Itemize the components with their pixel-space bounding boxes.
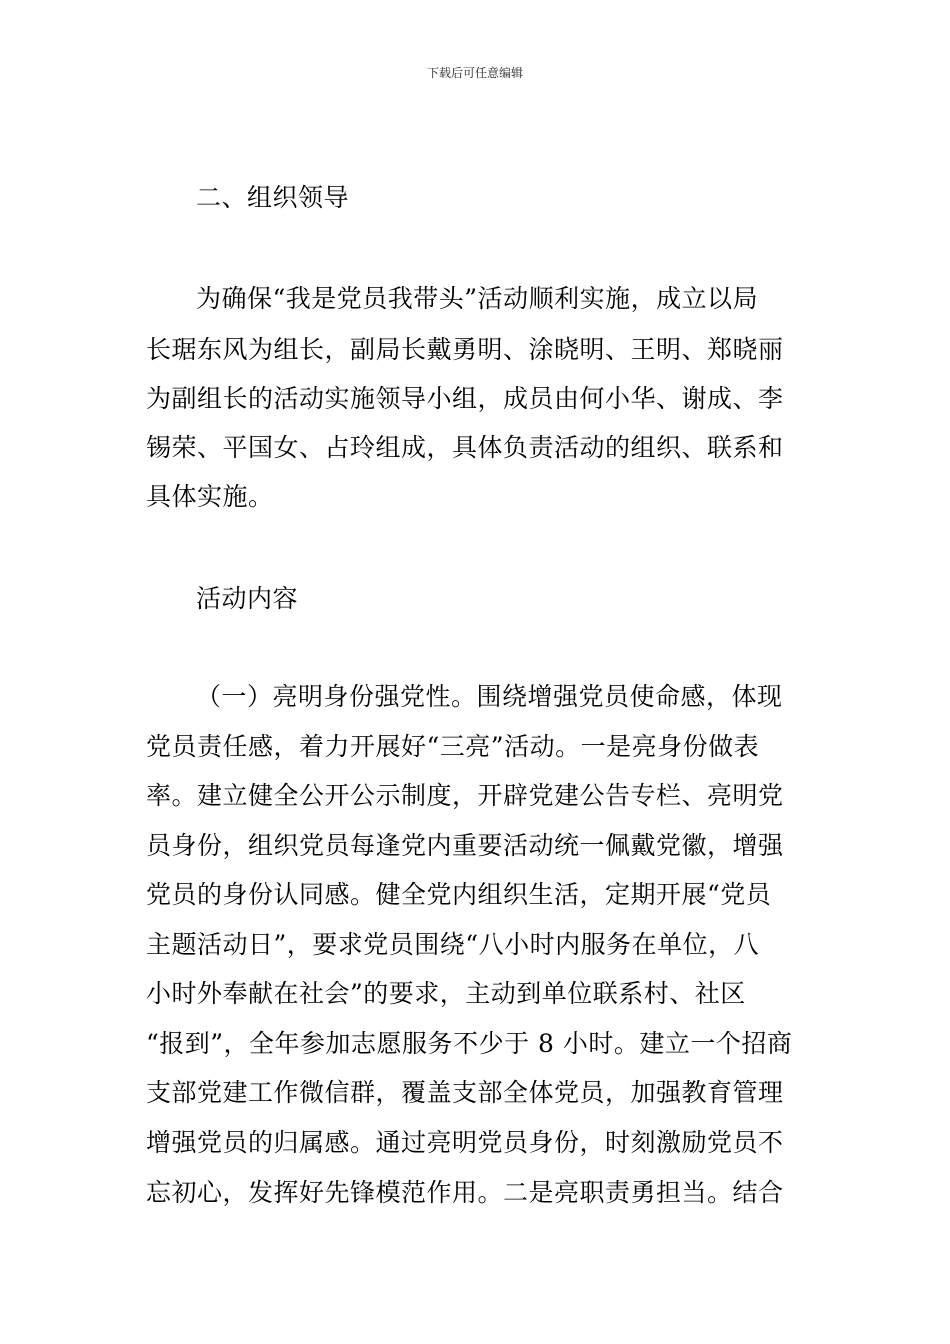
paragraph-line: （一）亮明身份强党性。围绕增强党员使命感，体现 xyxy=(196,682,783,711)
paragraph-line: “报到”，全年参加志愿服务不少于 8 小时。建立一个招商 xyxy=(146,1029,793,1058)
paragraph-line: 员身份，组织党员每逢党内重要活动统一佩戴党徽，增强 xyxy=(146,831,784,860)
paragraph-line: 为副组长的活动实施领导小组，成员由何小华、谢成、李 xyxy=(146,384,784,413)
paragraph-line: 小时外奉献在社会”的要求，主动到单位联系村、社区 xyxy=(146,979,746,1008)
page-header: 下载后可任意编辑 xyxy=(426,66,523,80)
paragraph-line: 支部党建工作微信群，覆盖支部全体党员，加强教育管理 xyxy=(146,1078,784,1107)
paragraph-line: 率。建立健全公开公示制度，开辟党建公告专栏、亮明党 xyxy=(146,781,784,810)
paragraph-line: 忘初心，发挥好先锋模范作用。二是亮职责勇担当。结合 xyxy=(146,1178,784,1207)
paragraph-line: 长琚东风为组长，副局长戴勇明、涂晓明、王明、郑晓丽 xyxy=(146,335,784,364)
section-heading: 二、组织领导 xyxy=(196,183,350,212)
paragraph-line: 主题活动日”，要求党员围绕“八小时内服务在单位，八 xyxy=(146,930,760,959)
paragraph-line: 增强党员的归属感。通过亮明党员身份，时刻激励党员不 xyxy=(146,1128,784,1157)
subheading: 活动内容 xyxy=(196,584,299,613)
paragraph-line: 具体实施。 xyxy=(146,482,274,511)
paragraph-line: 党员的身份认同感。健全党内组织生活，定期开展“党员 xyxy=(146,880,772,909)
paragraph-line: 锡荣、平国女、占玲组成，具体负责活动的组织、联系和 xyxy=(146,433,784,462)
paragraph-line: 为确保“我是党员我带头”活动顺利实施，成立以局 xyxy=(196,284,759,313)
paragraph-line: 党员责任感，着力开展好“三亮”活动。一是亮身份做表 xyxy=(146,732,760,761)
